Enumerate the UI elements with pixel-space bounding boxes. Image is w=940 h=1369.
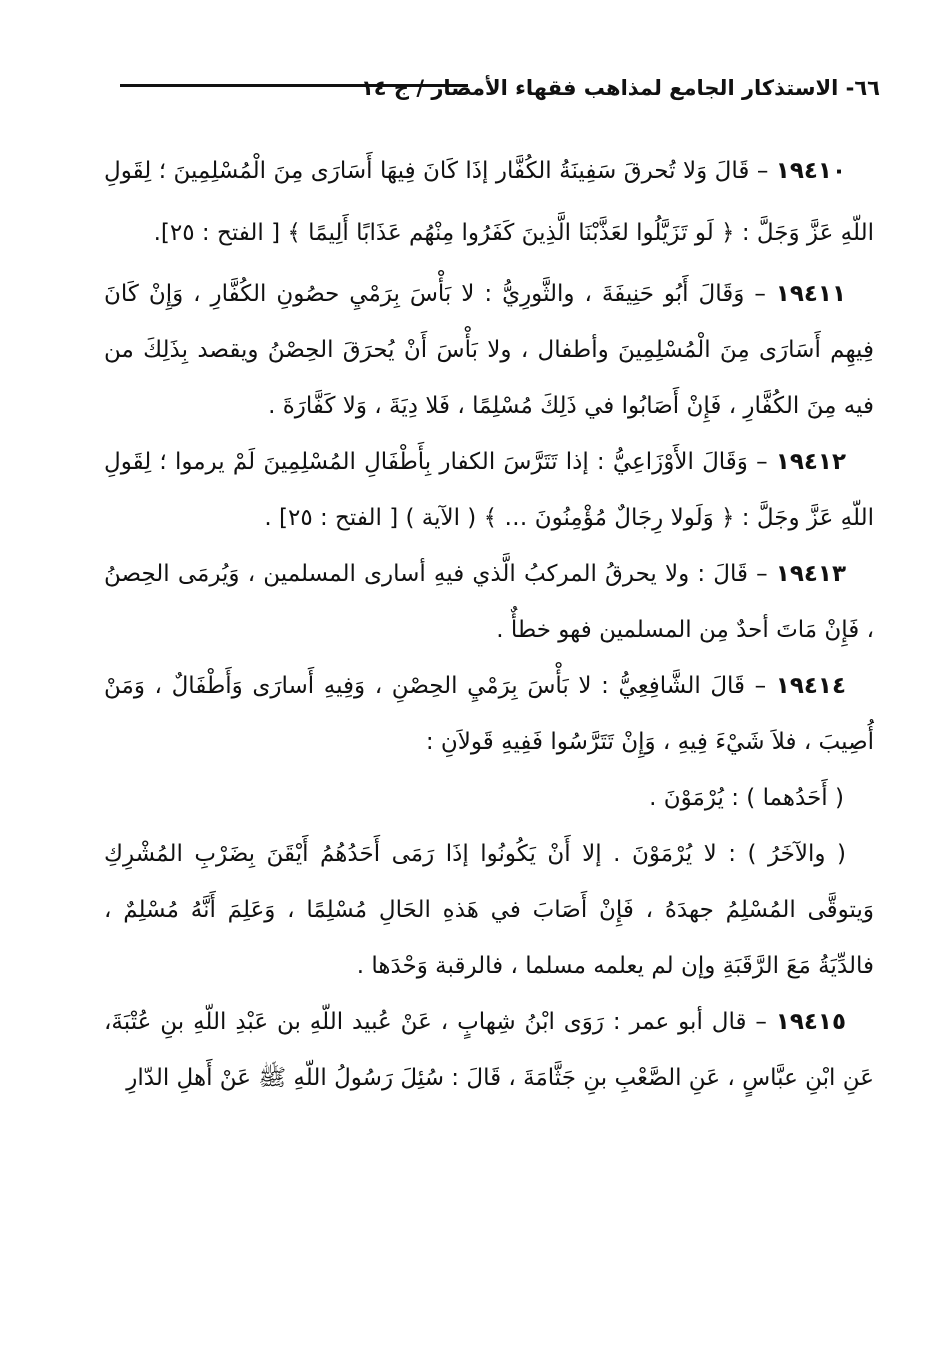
paragraph-19415 — [104, 994, 874, 1106]
paragraph-text: – قال أبو عمر : رَوَى ابْنُ شِهابٍ ، عَنْ عُبيد اللّهِ بن عَبْدِ اللّهِ بنِ عُتْبَةَ، عَنِ ابْنِ عبَّاسٍ ، عَنِ الصَّعْبِ بنِ جَثَّامَةَ ، قَالَ : سُئِلَ رَسُولُ اللّهِ ﷺ عَنْ أَهلِ الدّارِ — [104, 1009, 874, 1091]
running-header — [120, 74, 880, 114]
header-title: ٦٦- الاستذكار الجامع لمذاهب فقهاء الأمصار / ج ١٤ — [360, 76, 880, 100]
paragraph-number: ١٩٤١٣ — [775, 561, 846, 587]
paragraph-number: ١٩٤١٥ — [775, 1009, 846, 1035]
paragraph-number: ١٩٤١٠ — [775, 158, 846, 184]
paragraph-text: – وَقَالَ الأَوْزَاعِيُّ : إذا تَتَرَّسَ الكفار بِأَطْفَالِ المُسْلِمِينَ لَمْ يرموا ؛ لِقَولِ اللّهِ عَزَّ وجَلَّ : ﴿ وَلَولا رِجَالٌ مُؤْمِنُونَ … ﴾ ( الآية ) [ الفتح : ٢٥] . — [104, 449, 874, 531]
paragraph-number: ١٩٤١١ — [775, 281, 846, 307]
paragraph-text: – قَالَ : ولا يحرقُ المركبُ الَّذي فيهِ أسارى المسلمين ، وَيُرمَى الحِصنُ ، فَإِنْ مَاتَ أحدٌ مِن المسلمين فهو خطأٌ . — [104, 561, 874, 643]
paragraph-19411 — [104, 266, 874, 434]
paragraph-number: ١٩٤١٤ — [775, 673, 846, 699]
paragraph-number: ١٩٤١٢ — [775, 449, 846, 475]
body-text — [104, 140, 874, 1106]
paragraph-19413 — [104, 546, 874, 658]
paragraph-second-opinion — [104, 826, 874, 994]
paragraph-text: – قَالَ الشَّافِعِيُّ : لا بَأْسَ بِرَمْيِ الحِصْنِ ، وَفِيهِ أَسارَى وَأَطْفَالٌ ، وَمَنْ أُصِيبَ ، فلاَ شَيْءَ فِيهِ ، وَإِنْ تَتَرَّسُوا فَفِيهِ قَولاَنِ : — [104, 673, 874, 755]
paragraph-text: – قَالَ وَلا تُحرقَ سَفِينَةُ الكُفَّار إذَا كَانَ فِيهَا أَسَارَى مِنَ الْمُسْلِمِينَ ؛ لِقَولِ اللّهِ عَزَّ وَجَلَّ : ﴿ لَو تَزَيَّلُوا لعَذَّبْنَا الَّذِينَ كَفَرُوا مِنْهُم عَذَابًا أَلِيمًا ﴾ [ الفتح : ٢٥]. — [104, 158, 874, 246]
paragraph-19410 — [104, 140, 874, 264]
paragraph-text: – وَقَالَ أَبُو حَنِيفَةَ ، والثَّورِيُّ : لا بَأْسَ بِرَمْيِ حصُونِ الكُفَّارِ ، وَإِنْ كَانَ فِيهِم أَسَارَى مِنَ الْمُسْلِمِينَ وأطفال ، ولا بَأْسَ أَنْ يُحرَقَ الحِصْنُ ويقصد بِذَلِكَ من فيه مِنَ الكُفَّارِ ، فَإِنْ أَصَابُوا في ذَلِكَ مُسْلِمًا ، فَلا دِيَةَ ، وَلا كَفَّارَةَ . — [104, 281, 874, 419]
paragraph-19412 — [104, 434, 874, 546]
paragraph-first-opinion — [104, 770, 874, 826]
header-rule — [120, 84, 468, 87]
paragraph-19414 — [104, 658, 874, 770]
paragraph-text: ( والآخَرُ ) : لا يُرْمَوْنَ . إلا أَنْ يَكُونُوا إذَا رَمَى أَحَدُهُمُ أَيْقَنَ بِضَرْبِ المُشْرِكِ وَيتوقَّى المُسْلِمُ جهدَهُ ، فَإِنْ أَصَابَ في هَذهِ الحَالِ مُسْلِمًا ، وَعَلِمَ أَنَّهُ مُسْلِمٌ ، فالدِّيَةُ مَعَ الرَّقَبَةِ وإن لم يعلمه مسلما ، فالرقبة وَحْدَها . — [104, 841, 874, 979]
paragraph-text: ( أَحَدُهما ) : يُرْمَوْنَ . — [649, 785, 844, 811]
